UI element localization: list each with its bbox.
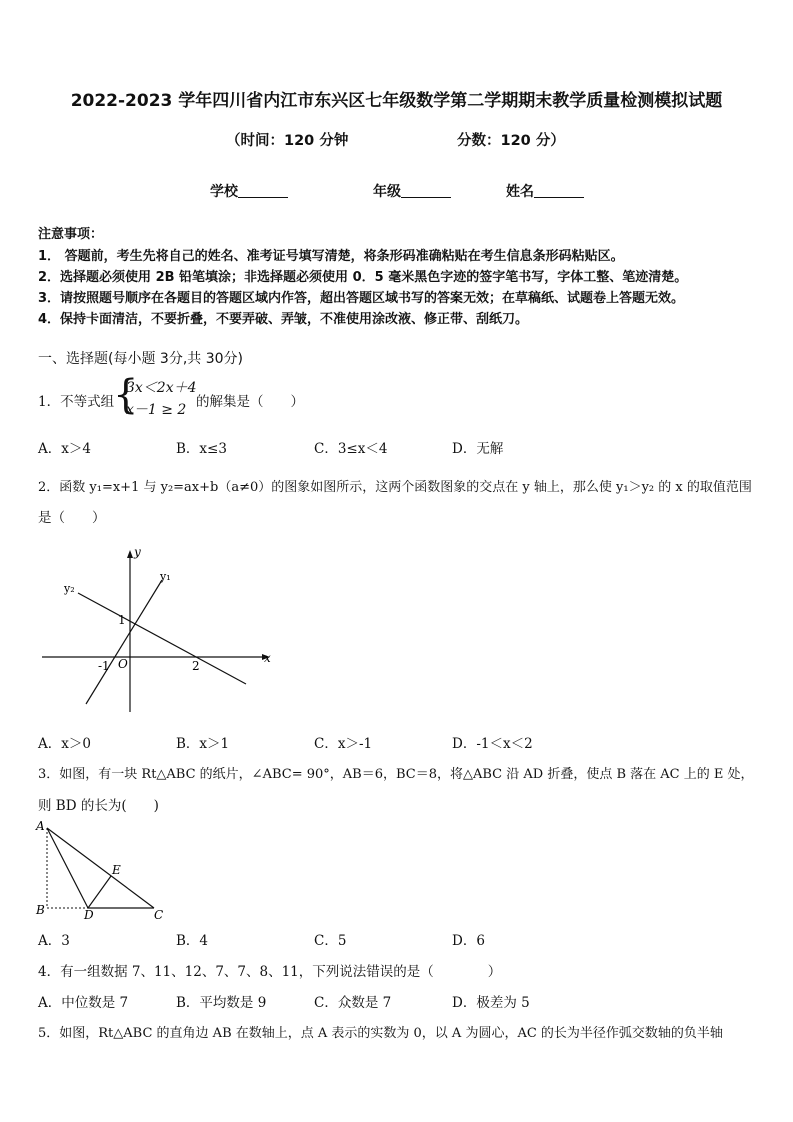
q3-option-c: C．5 [314, 933, 347, 949]
q2-option-b: B．x＞1 [176, 736, 230, 752]
q1-brace: { [113, 372, 139, 418]
grade-label: 年级 [373, 184, 401, 200]
grade-blank [401, 183, 451, 198]
point-b-label: B [36, 903, 45, 917]
q3-stem-line2: 则 BD 的长为( ) [38, 798, 159, 814]
section-heading: 一、选择题(每小题 3分,共 30分) [38, 351, 243, 367]
origin-label: O [118, 657, 128, 671]
q4-stem: 4．有一组数据 7、11、12、7、7、8、11，下列说法错误的是（ ） [38, 964, 502, 980]
q1-option-b: B．x≤3 [176, 441, 227, 457]
q2-graph [38, 544, 278, 716]
name-label: 姓名 [506, 184, 534, 200]
tick-1-label: 1 [118, 613, 126, 627]
tick-2-label: 2 [192, 659, 200, 673]
y1-label: y₁ [160, 570, 171, 583]
y-axis-label: y [134, 545, 141, 559]
q2-option-a: A．x＞0 [38, 736, 91, 752]
exam-time: （时间：120 分钟 [226, 133, 349, 149]
q1-ineq-1: 3x＜2x＋4 [126, 380, 197, 396]
point-a-label: A [36, 819, 45, 833]
x-axis-label: x [264, 651, 271, 665]
q2-option-d: D．-1＜x＜2 [452, 736, 533, 752]
q3-option-d: D．6 [452, 933, 485, 949]
q3-stem-line1: 3．如图，有一块 Rt△ABC 的纸片，∠ABC= 90°，AB＝6，BC＝8，将△ABC 沿 AD 折叠，使点 B 落在 AC 上的 E 处， [38, 767, 754, 782]
tick-neg1-label: -1 [98, 659, 110, 673]
q3-option-a: A．3 [38, 933, 70, 949]
q2-stem-line2: 是（ ） [38, 510, 106, 526]
segment-de [88, 876, 111, 908]
grade-field [373, 181, 451, 201]
note-item: 4．保持卡面清洁，不要折叠，不要弄破、弄皱，不准使用涂改液、修正带、刮纸刀。 [38, 312, 529, 327]
q1-ineq-2: x－1 ≥ 2 [126, 402, 187, 418]
point-c-label: C [154, 908, 164, 922]
y2-label: y₂ [64, 582, 75, 595]
q4-option-b: B．平均数是 9 [176, 995, 267, 1011]
q4-option-d: D．极差为 5 [452, 995, 530, 1011]
y-axis-arrow [127, 550, 133, 558]
q1-prefix: 1．不等式组 [38, 394, 115, 410]
name-field [506, 181, 584, 201]
q1-option-a: A．x＞4 [38, 441, 91, 457]
name-blank [534, 183, 584, 198]
exam-score: 分数：120 分） [457, 133, 565, 149]
notes-heading: 注意事项： [38, 227, 104, 242]
q4-option-a: A．中位数是 7 [38, 995, 129, 1011]
q2-stem-line1: 2．函数 y₁=x+1 与 y₂=ax+b（a≠0）的图象如图所示，这两个函数图象的交点在 y 轴上，那么使 y₁＞y₂ 的 x 的取值范围 [38, 480, 752, 495]
q4-option-c: C．众数是 7 [314, 995, 392, 1011]
q5-stem-line1: 5．如图，Rt△ABC 的直角边 AB 在数轴上，点 A 表示的实数为 0，以 A 为圆心，AC 的长为半径作弧交数轴的负半轴 [38, 1026, 723, 1041]
note-item: 1． 答题前，考生先将自己的姓名、准考证号填写清楚，将条形码准确粘贴在考生信息条形码粘贴区。 [38, 249, 624, 264]
line-y1 [86, 580, 162, 704]
q2-option-c: C．x＞-1 [314, 736, 373, 752]
q1-option-d: D．无解 [452, 441, 504, 457]
segment-ac [47, 828, 154, 908]
school-field [210, 181, 288, 201]
note-item: 3．请按照题号顺序在各题目的答题区域内作答，超出答题区域书写的答案无效；在草稿纸、试题卷上答题无效。 [38, 291, 685, 306]
school-blank [238, 183, 288, 198]
note-item: 2．选择题必须使用 2B 铅笔填涂；非选择题必须使用 0．5 毫米黑色字迹的签字笔书写，字体工整、笔迹清楚。 [38, 270, 688, 285]
q1-option-c: C．3≤x＜4 [314, 441, 388, 457]
q1-suffix: 的解集是（ ） [196, 394, 304, 410]
point-e-label: E [112, 863, 121, 877]
q3-option-b: B．4 [176, 933, 209, 949]
point-d-label: D [84, 908, 94, 922]
segment-ad [47, 828, 88, 908]
exam-title: 2022-2023 学年四川省内江市东兴区七年级数学第二学期期末教学质量检测模拟试题 [70, 91, 723, 111]
q3-triangle-figure [34, 818, 174, 922]
school-label: 学校 [210, 184, 238, 200]
